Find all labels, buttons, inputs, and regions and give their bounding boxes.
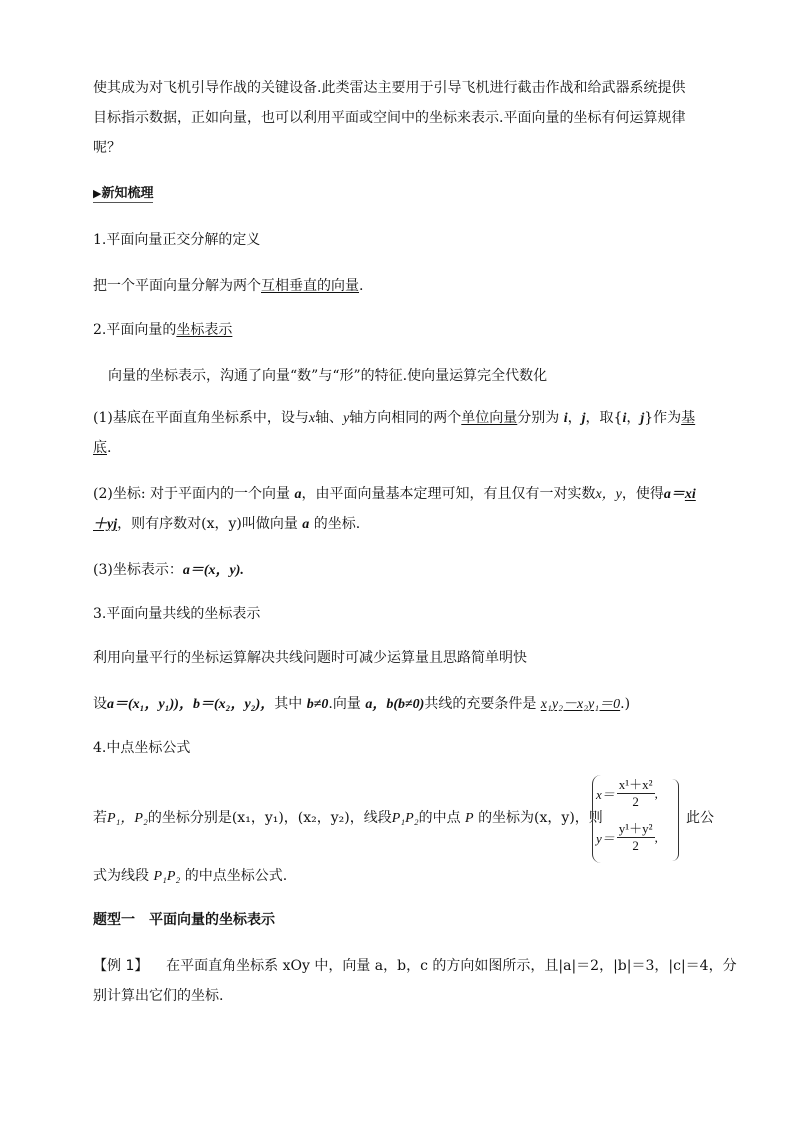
intro-line-3: 呢？ bbox=[93, 140, 121, 156]
text: 的坐标为(x，y)，则 bbox=[478, 810, 603, 826]
item3-title: 3.平面向量共线的坐标表示 bbox=[93, 606, 261, 622]
underlined-term: ＋yj bbox=[93, 517, 118, 532]
item4-line1-end: 此公 bbox=[686, 810, 714, 826]
vec-b-def: b＝(x₂，y₂)， bbox=[192, 697, 275, 712]
y-lhs: y＝ bbox=[596, 831, 615, 846]
vec-a: a bbox=[302, 517, 310, 532]
formula-x-row bbox=[596, 777, 658, 810]
text: ， bbox=[567, 410, 582, 426]
right-brace bbox=[672, 779, 679, 861]
points: P₁，P₂ bbox=[107, 811, 148, 826]
item2-note: 向量的坐标表示，沟通了向量“数”与“形”的特征.使向量运算完全代数化 bbox=[108, 368, 548, 384]
text: }作为 bbox=[644, 410, 682, 426]
segment: P₁P₂ bbox=[153, 869, 181, 884]
collinear-condition: x₁y₂－x₂y₁＝0 bbox=[540, 697, 621, 712]
text: 分别为 bbox=[517, 410, 560, 426]
vec-a-def: a＝(x₁，y₁))， bbox=[107, 697, 193, 712]
item2-sub1-line2 bbox=[93, 438, 111, 458]
item4-line2 bbox=[93, 866, 287, 887]
text: 轴方向相同的两个 bbox=[349, 410, 462, 426]
vec-a: a bbox=[294, 487, 302, 502]
underlined-term: 单位向量 bbox=[461, 410, 518, 426]
intro-line-2: 目标指示数据，正如向量，也可以利用平面或空间中的坐标来表示.平面向量的坐标有何运算规律 bbox=[93, 110, 686, 126]
underlined-term: 互相垂直的向量 bbox=[261, 278, 359, 294]
underlined-term: xi bbox=[684, 487, 696, 502]
type1-heading: 题型一 平面向量的坐标表示 bbox=[93, 912, 275, 928]
text: 共线的充要条件是 bbox=[424, 696, 537, 712]
item2-sub1-line1 bbox=[93, 408, 695, 429]
text: ，取{ bbox=[585, 410, 623, 426]
x-lhs: x＝ bbox=[596, 787, 615, 802]
text: 若 bbox=[93, 810, 107, 826]
text: 在平面直角坐标系 xOy 中，向量 a，b，c 的方向如图所示，且|a|＝2，|b|＝3，|c|＝4，分 bbox=[166, 958, 737, 974]
segment: P₁P₂ bbox=[391, 811, 419, 826]
numerator: x¹＋x² bbox=[618, 777, 653, 792]
text: 的坐标分别是(x₁，y₁)，(x₂，y₂)，线段 bbox=[147, 810, 392, 826]
text: 轴、 bbox=[315, 410, 344, 426]
text: (1)基底在平面直角坐标系中，设与 bbox=[93, 410, 309, 426]
midpoint-formula bbox=[592, 775, 682, 865]
text: 的坐标. bbox=[313, 516, 361, 532]
item2-sub2-line2 bbox=[93, 514, 360, 535]
vec-j: j bbox=[640, 411, 645, 426]
fraction bbox=[617, 821, 655, 854]
denominator: 2 bbox=[632, 794, 639, 809]
var-x: x bbox=[308, 411, 316, 426]
vec-i: i bbox=[563, 411, 568, 426]
formula-y-row bbox=[596, 821, 658, 854]
vec-eq: a＝ bbox=[663, 487, 685, 502]
text: 把一个平面向量分解为两个 bbox=[93, 278, 261, 294]
text: 的中点坐标公式. bbox=[184, 868, 288, 884]
text: (3)坐标表示： bbox=[93, 562, 183, 578]
item2-sub2-line1 bbox=[93, 484, 696, 505]
item1-text bbox=[93, 276, 363, 296]
numerator: y¹＋y² bbox=[618, 821, 653, 836]
vec-b-cond: b≠0 bbox=[306, 697, 329, 712]
text: .向量 bbox=[328, 696, 361, 712]
text: 设 bbox=[93, 696, 107, 712]
text: ， bbox=[626, 410, 641, 426]
item4-line1 bbox=[93, 808, 603, 829]
intro-line-1: 使其成为对飞机引导作战的关键设备.此类雷达主要用于引导飞机进行截击作战和给武器系统提供 bbox=[93, 80, 686, 96]
coordinate-formula: a＝(x，y). bbox=[182, 563, 244, 578]
text: 式为线段 bbox=[93, 868, 149, 884]
text: . bbox=[359, 278, 364, 294]
point-p: P bbox=[465, 811, 474, 826]
vec-j: j bbox=[581, 411, 586, 426]
item2-title bbox=[93, 320, 232, 340]
section-tag bbox=[93, 183, 153, 204]
text: .) bbox=[620, 696, 631, 712]
example-label: 【例 1】 bbox=[93, 958, 149, 974]
fraction bbox=[617, 777, 655, 810]
underlined-term: 底 bbox=[93, 440, 107, 456]
example1-line2: 别计算出它们的坐标. bbox=[93, 988, 224, 1004]
vec-i: i bbox=[622, 411, 627, 426]
underlined-term: 坐标表示 bbox=[176, 322, 233, 338]
comma: , bbox=[654, 785, 658, 801]
vec-ab: a，b(b≠0) bbox=[365, 697, 425, 712]
triangle-right-icon: ▶ bbox=[93, 187, 102, 200]
text: 的中点 bbox=[418, 810, 461, 826]
denominator: 2 bbox=[632, 838, 639, 853]
text: (2)坐标: 对于平面内的一个向量 bbox=[93, 486, 290, 502]
item3-note: 利用向量平行的坐标运算解决共线问题时可减少运算量且思路简单明快 bbox=[93, 650, 527, 666]
text: 其中 bbox=[274, 696, 303, 712]
text: ，则有序数对(x，y)叫做向量 bbox=[117, 516, 298, 532]
comma: , bbox=[654, 829, 658, 845]
text: 2.平面向量的 bbox=[93, 322, 177, 338]
item3-statement bbox=[93, 694, 630, 715]
text: ，使得 bbox=[621, 486, 664, 502]
item2-sub3 bbox=[93, 560, 244, 581]
section-tag-label: 新知梳理 bbox=[101, 186, 154, 201]
var-y: y bbox=[343, 411, 350, 426]
underlined-term: 基 bbox=[681, 410, 696, 426]
example1-line1 bbox=[93, 956, 737, 976]
item1-title: 1.平面向量正交分解的定义 bbox=[93, 232, 261, 248]
item4-title: 4.中点坐标公式 bbox=[93, 740, 191, 756]
vars-xy: x，y bbox=[595, 487, 622, 502]
text: . bbox=[107, 440, 112, 456]
text: ，由平面向量基本定理可知，有且仅有一对实数 bbox=[301, 486, 596, 502]
